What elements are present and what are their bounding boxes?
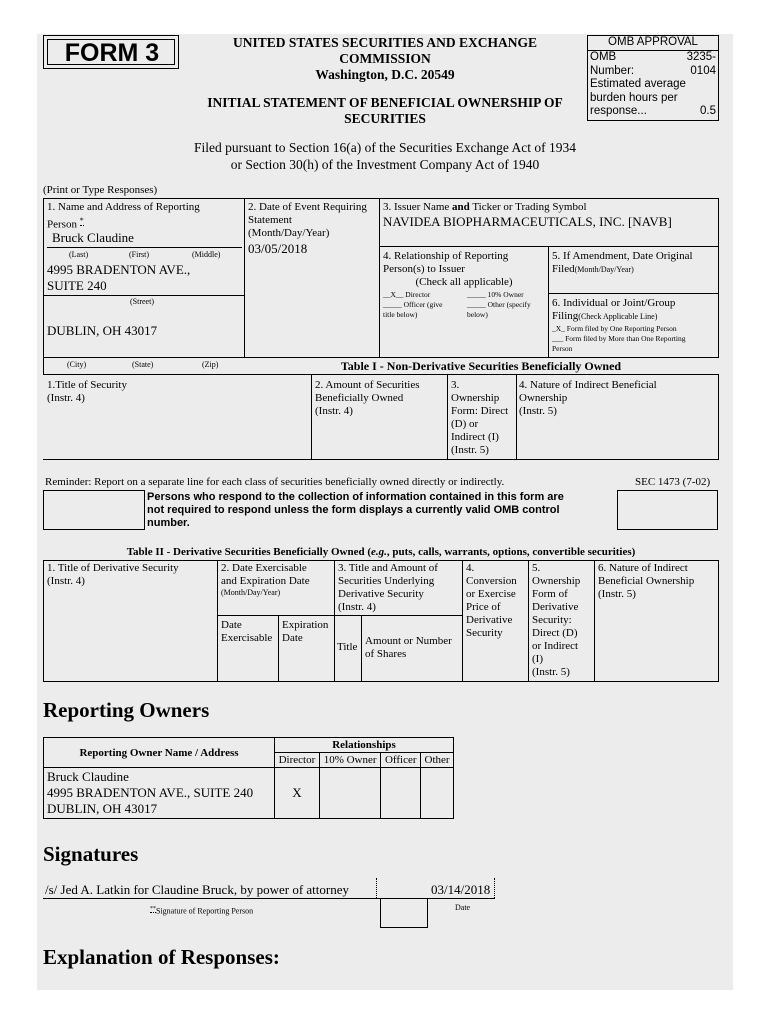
- agency-line-3: Washington, D.C. 20549: [315, 67, 455, 82]
- reminder-text: Reminder: Report on a separate line for each class of securities beneficially owned directly or indirectly.: [45, 476, 505, 488]
- t2-col5-line-2: Ownership: [532, 575, 581, 587]
- box6-label-small: (Check Applicable Line): [578, 312, 658, 321]
- officer-checkbox[interactable]: _____ Officer (give: [383, 300, 443, 309]
- box4-label-line-2: Person(s) to Issuer: [383, 263, 465, 275]
- t2-col4-line-2: Conversion: [466, 575, 517, 587]
- t2-col3-line-4: (Instr. 4): [338, 601, 376, 613]
- t2-col2-line-2: and Expiration Date: [221, 575, 310, 587]
- table1-title: Table I - Non-Derivative Securities Beneficially Owned: [340, 359, 622, 373]
- table2-title-post: , puts, calls, warrants, options, convertible securities): [386, 546, 636, 558]
- notice-right-box: [617, 490, 718, 530]
- t2-col2-line-1: 2. Date Exercisable: [221, 562, 307, 574]
- director-header: Director: [275, 753, 320, 768]
- box5-label-small: (Month/Day/Year): [574, 265, 634, 274]
- zip-label: (Zip): [202, 360, 219, 369]
- t1-col1-line-2: (Instr. 4): [47, 392, 85, 404]
- ten-percent-header: 10% Owner: [319, 753, 381, 768]
- other-header: Other: [421, 753, 454, 768]
- t2-col6-line-3: (Instr. 5): [598, 588, 636, 600]
- t2-col6-line-1: 6. Nature of Indirect: [598, 562, 688, 574]
- t2-col3-amount-1: Amount or Number: [365, 635, 452, 647]
- t2-col5-line-5: Security:: [532, 614, 572, 626]
- t2-expiration-1: Expiration: [282, 619, 329, 631]
- middle-label: (Middle): [192, 250, 221, 259]
- t2-col4-line-6: Security: [466, 627, 503, 639]
- omb-title: OMB APPROVAL: [588, 36, 718, 51]
- ten-percent-checkbox[interactable]: _____ 10% Owner: [467, 290, 524, 299]
- t1-col4-line-2: Ownership: [519, 392, 568, 404]
- street-line-1: 4995 BRADENTON AVE.,: [47, 262, 191, 277]
- statement-line-1: INITIAL STATEMENT OF BENEFICIAL OWNERSHIP OF: [207, 95, 563, 110]
- last-label: (Last): [69, 250, 89, 259]
- box3-label-post: Ticker or Trading Symbol: [469, 201, 587, 213]
- omb-response-value: 0.5: [700, 105, 716, 117]
- t2-col1-line-2: (Instr. 4): [47, 575, 85, 587]
- t2-col4-line-1: 4.: [466, 562, 475, 574]
- t2-col5-line-7: or Indirect: [532, 640, 579, 652]
- filed-line-2: or Section 30(h) of the Investment Company Act of 1940: [230, 157, 540, 172]
- omb-number-value: 0104: [690, 64, 716, 77]
- t1-col3-line-6: (Instr. 5): [451, 444, 489, 456]
- t2-col5-line-8: (I): [532, 653, 543, 665]
- t1-col3-line-3: Form: Direct: [451, 405, 509, 417]
- t2-col1-line-1: 1. Title of Derivative Security: [47, 562, 179, 574]
- omb-approval-box: [587, 35, 719, 121]
- signature-label: Signature of Reporting Person: [156, 906, 254, 916]
- t1-col3-line-2: Ownership: [451, 392, 500, 404]
- owner-name-header: Reporting Owner Name / Address: [44, 738, 275, 768]
- owner-director-mark: X: [275, 768, 320, 819]
- form-title: FORM 3: [64, 39, 160, 67]
- agency-line-2: COMMISSION: [339, 51, 431, 66]
- officer-title-note: title below): [383, 310, 418, 319]
- t2-col3-line-2: Securities Underlying: [338, 575, 435, 587]
- t2-col4-line-4: Price of: [466, 601, 501, 613]
- state-label: (State): [132, 360, 154, 369]
- t2-col3-title: Title: [337, 641, 358, 653]
- date-label: Date: [455, 903, 471, 912]
- other-checkbox[interactable]: _____ Other (specify: [467, 300, 531, 309]
- box3-label-and: and: [452, 201, 470, 213]
- owner-line-1: Bruck Claudine: [47, 769, 129, 784]
- t2-col5-line-9: (Instr. 5): [532, 666, 570, 678]
- reporting-person-name: Bruck Claudine: [52, 230, 134, 245]
- signature-spacer-box: [380, 898, 428, 928]
- notice-line-1: Persons who respond to the collection of information contained in this form are: [147, 491, 564, 503]
- box2-label-line-1: 2. Date of Event Requiring: [248, 201, 367, 213]
- box2-label-line-2: Statement: [248, 214, 292, 226]
- notice-left-box: [43, 490, 144, 530]
- box1-label-line-1: 1. Name and Address of Reporting: [47, 201, 200, 213]
- box1-footnote-mark: *: [79, 216, 84, 225]
- t1-col2-line-3: (Instr. 4): [315, 405, 353, 417]
- issuer-name: NAVIDEA BIOPHARMACEUTICALS, INC. [NAVB]: [383, 214, 672, 229]
- filed-line-1: Filed pursuant to Section 16(a) of the Securities Exchange Act of 1934: [193, 140, 577, 155]
- director-checkbox[interactable]: __X__ Director: [383, 290, 431, 299]
- box4-label-line-1: 4. Relationship of Reporting: [383, 250, 509, 262]
- reporting-owners-heading: Reporting Owners: [43, 698, 210, 722]
- omb-label: OMB: [590, 51, 617, 63]
- t1-col3-line-1: 3.: [451, 379, 460, 391]
- explanation-heading: Explanation of Responses:: [43, 945, 280, 969]
- box6-label-line-2: Filing: [552, 310, 579, 322]
- other-note: below): [467, 310, 488, 319]
- t2-expiration-2: Date: [282, 632, 303, 644]
- t2-col5-line-3: Form of: [532, 588, 568, 600]
- event-date: 03/05/2018: [248, 241, 308, 256]
- signature-date: 03/14/2018: [431, 882, 491, 897]
- owner-ten-percent-cell: [319, 768, 381, 819]
- box5-label-line-2: Filed: [552, 263, 575, 275]
- omb-response-label: response...: [590, 105, 647, 117]
- owner-officer-cell: [381, 768, 421, 819]
- box1-label-line-2: Person: [47, 218, 77, 231]
- signature-footnote-mark: **: [150, 906, 156, 912]
- box5-label-line-1: 5. If Amendment, Date Original: [552, 250, 693, 262]
- t2-date-exercisable-1: Date: [221, 619, 242, 631]
- omb-number-label: Number:: [590, 64, 635, 77]
- notice-line-2: not required to respond unless the form displays a currently valid OMB control: [147, 504, 560, 516]
- owner-line-3: DUBLIN, OH 43017: [47, 801, 158, 816]
- officer-header: Officer: [381, 753, 421, 768]
- t2-col3-line-1: 3. Title and Amount of: [338, 562, 438, 574]
- t2-col2-small: (Month/Day/Year): [221, 588, 281, 597]
- table2-title-pre: Table II - Derivative Securities Beneficially Owned (: [126, 546, 372, 558]
- statement-line-2: SECURITIES: [344, 111, 426, 126]
- omb-est-line-2: burden hours per: [590, 91, 678, 104]
- street-label: (Street): [130, 297, 154, 306]
- city-label: (City): [67, 360, 87, 369]
- t2-col6-line-2: Beneficial Ownership: [598, 575, 695, 587]
- t1-col2-line-1: 2. Amount of Securities: [315, 379, 420, 391]
- street-line-2: SUITE 240: [47, 278, 107, 293]
- t1-col2-line-2: Beneficially Owned: [315, 392, 404, 404]
- box3-label-pre: 3. Issuer Name: [383, 201, 453, 213]
- box2-label-line-3: (Month/Day/Year): [248, 227, 330, 239]
- t1-col3-line-5: Indirect (I): [451, 431, 499, 443]
- t2-col4-line-5: Derivative: [466, 614, 513, 626]
- signature-value: /s/ Jed A. Latkin for Claudine Bruck, by power of attorney: [45, 882, 349, 897]
- notice-line-3: number.: [147, 517, 190, 529]
- t2-col3-amount-2: of Shares: [365, 648, 407, 660]
- omb-value: 3235-: [686, 51, 716, 63]
- t2-col3-line-3: Derivative Security: [338, 588, 424, 600]
- table2-title-eg: e.g.: [371, 546, 387, 558]
- relationships-header: Relationships: [275, 738, 454, 753]
- t2-col4-line-3: or Exercise: [466, 588, 516, 600]
- city-line: DUBLIN, OH 43017: [47, 323, 158, 338]
- t1-col3-line-4: (D) or: [451, 418, 479, 430]
- t1-col1-line-1: 1.Title of Security: [47, 379, 127, 391]
- t2-col5-line-1: 5.: [532, 562, 541, 574]
- owner-other-cell: [421, 768, 454, 819]
- t2-date-exercisable-2: Exercisable: [221, 632, 273, 644]
- agency-line-1: UNITED STATES SECURITIES AND EXCHANGE: [232, 35, 538, 50]
- multi-person-option-cont: Person: [552, 344, 573, 353]
- one-person-option[interactable]: _X_ Form filed by One Reporting Person: [552, 324, 677, 333]
- first-label: (First): [129, 250, 149, 259]
- t1-col4-line-1: 4. Nature of Indirect Beneficial: [519, 379, 657, 391]
- reporting-owners-table: [43, 737, 454, 819]
- box6-label-line-1: 6. Individual or Joint/Group: [552, 297, 676, 309]
- t2-col5-line-6: Direct (D): [532, 627, 578, 639]
- sec-number: SEC 1473 (7-02): [635, 476, 711, 488]
- signatures-heading: Signatures: [43, 842, 139, 866]
- t1-col4-line-3: (Instr. 5): [519, 405, 557, 417]
- omb-est-line-1: Estimated average: [590, 78, 686, 90]
- box4-label-line-3: (Check all applicable): [415, 276, 513, 288]
- print-note: (Print or Type Responses): [43, 184, 158, 196]
- t2-col5-line-4: Derivative: [532, 601, 579, 613]
- multi-person-option[interactable]: ___ Form filed by More than One Reporting: [552, 334, 686, 343]
- form-title-box: [43, 35, 179, 69]
- owner-line-2: 4995 BRADENTON AVE., SUITE 240: [47, 785, 254, 800]
